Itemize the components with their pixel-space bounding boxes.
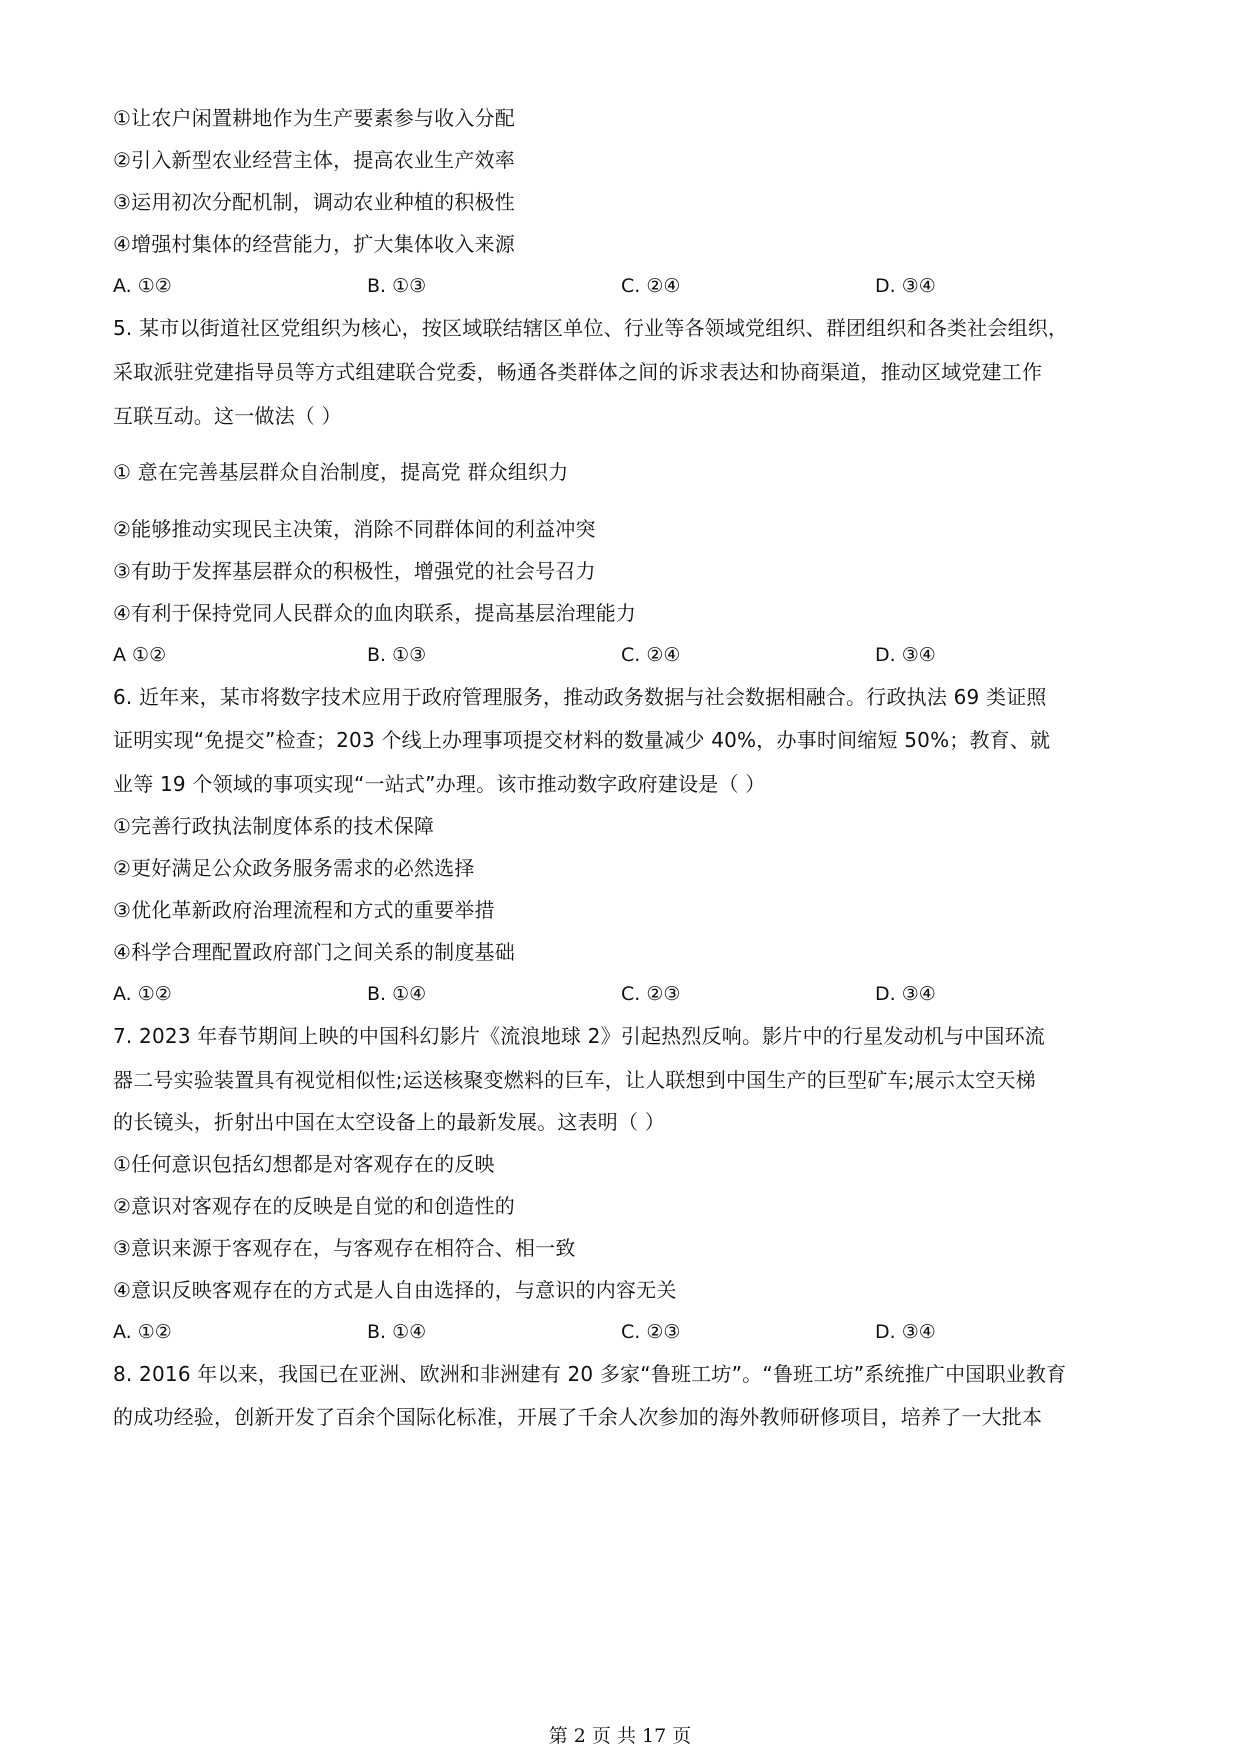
q7-stem-line-3: 的长镜头，折射出中国在太空设备上的最新发展。这表明（ ）: [113, 1110, 665, 1134]
q5-option-c: C. ②④: [621, 644, 681, 666]
q4-statement-4: ④增强村集体的经营能力，扩大集体收入来源: [113, 232, 515, 256]
q7-statement-4: ④意识反映客观存在的方式是人自由选择的，与意识的内容无关: [113, 1278, 677, 1302]
q6-stem-line-1: 6. 近年来，某市将数字技术应用于政府管理服务，推动政务数据与社会数据相融合。行政执法 69 类证照: [113, 685, 1047, 709]
q5-option-d: D. ③④: [875, 644, 936, 666]
q8-stem-line-2: 的成功经验，创新开发了百余个国际化标准，开展了千余人次参加的海外教师研修项目，培养了一大批本: [113, 1405, 1043, 1429]
q8-stem-line-1: 8. 2016 年以来，我国已在亚洲、欧洲和非洲建有 20 多家“鲁班工坊”。“鲁班工坊”系统推广中国职业教育: [113, 1362, 1067, 1386]
q5-statement-4: ④有利于保持党同人民群众的血肉联系，提高基层治理能力: [113, 601, 637, 625]
q4-option-c: C. ②④: [621, 275, 681, 297]
q7-statement-1: ①任何意识包括幻想都是对客观存在的反映: [113, 1152, 495, 1176]
q6-statement-1: ①完善行政执法制度体系的技术保障: [113, 814, 435, 838]
q6-statement-2: ②更好满足公众政务服务需求的必然选择: [113, 856, 475, 880]
q4-option-a: A. ①②: [113, 275, 172, 297]
q6-statement-4: ④科学合理配置政府部门之间关系的制度基础: [113, 940, 515, 964]
q4-option-d: D. ③④: [875, 275, 936, 297]
q7-option-d: D. ③④: [875, 1321, 936, 1343]
q6-option-a: A. ①②: [113, 983, 172, 1005]
q5-stem-line-2: 采取派驻党建指导员等方式组建联合党委，畅通各类群体之间的诉求表达和协商渠道，推动区域党建工作: [113, 360, 1043, 384]
q5-option-a: A ①②: [113, 644, 167, 666]
q5-option-b: B. ①③: [367, 644, 427, 666]
q7-option-a: A. ①②: [113, 1321, 172, 1343]
q4-statement-3: ③运用初次分配机制，调动农业种植的积极性: [113, 190, 515, 214]
q5-statement-1: ① 意在完善基层群众自治制度，提高党 群众组织力: [113, 460, 569, 484]
q6-option-c: C. ②③: [621, 983, 681, 1005]
q7-stem-line-1: 7. 2023 年春节期间上映的中国科幻影片《流浪地球 2》引起热烈反响。影片中的行星发动机与中国环流: [113, 1024, 1045, 1048]
q6-stem-line-2: 证明实现“免提交”检查；203 个线上办理事项提交材料的数量减少 40%，办事时间缩短 50%；教育、就: [113, 728, 1051, 752]
q4-statement-1: ①让农户闲置耕地作为生产要素参与收入分配: [113, 106, 515, 130]
q7-stem-line-2: 器二号实验装置具有视觉相似性;运送核聚变燃料的巨车，让人联想到中国生产的巨型矿车;展示太空天梯: [113, 1068, 1036, 1092]
q5-stem-line-1: 5. 某市以街道社区党组织为核心，按区域联结辖区单位、行业等各领域党组织、群团组织和各类社会组织，: [113, 316, 1069, 340]
q7-option-b: B. ①④: [367, 1321, 427, 1343]
q4-option-b: B. ①③: [367, 275, 427, 297]
q6-option-b: B. ①④: [367, 983, 427, 1005]
q5-stem-line-3: 互联互动。这一做法（ ）: [113, 404, 342, 428]
q7-statement-2: ②意识对客观存在的反映是自觉的和创造性的: [113, 1194, 515, 1218]
q6-option-d: D. ③④: [875, 983, 936, 1005]
q7-statement-3: ③意识来源于客观存在，与客观存在相符合、相一致: [113, 1236, 576, 1260]
q5-statement-2: ②能够推动实现民主决策，消除不同群体间的利益冲突: [113, 517, 596, 541]
page-number-footer: 第 2 页 共 17 页: [548, 1725, 692, 1747]
q6-statement-3: ③优化革新政府治理流程和方式的重要举措: [113, 898, 495, 922]
q6-stem-line-3: 业等 19 个领域的事项实现“一站式”办理。该市推动数字政府建设是（ ）: [113, 772, 766, 796]
q7-option-c: C. ②③: [621, 1321, 681, 1343]
q5-statement-3: ③有助于发挥基层群众的积极性，增强党的社会号召力: [113, 559, 596, 583]
q4-statement-2: ②引入新型农业经营主体，提高农业生产效率: [113, 148, 515, 172]
